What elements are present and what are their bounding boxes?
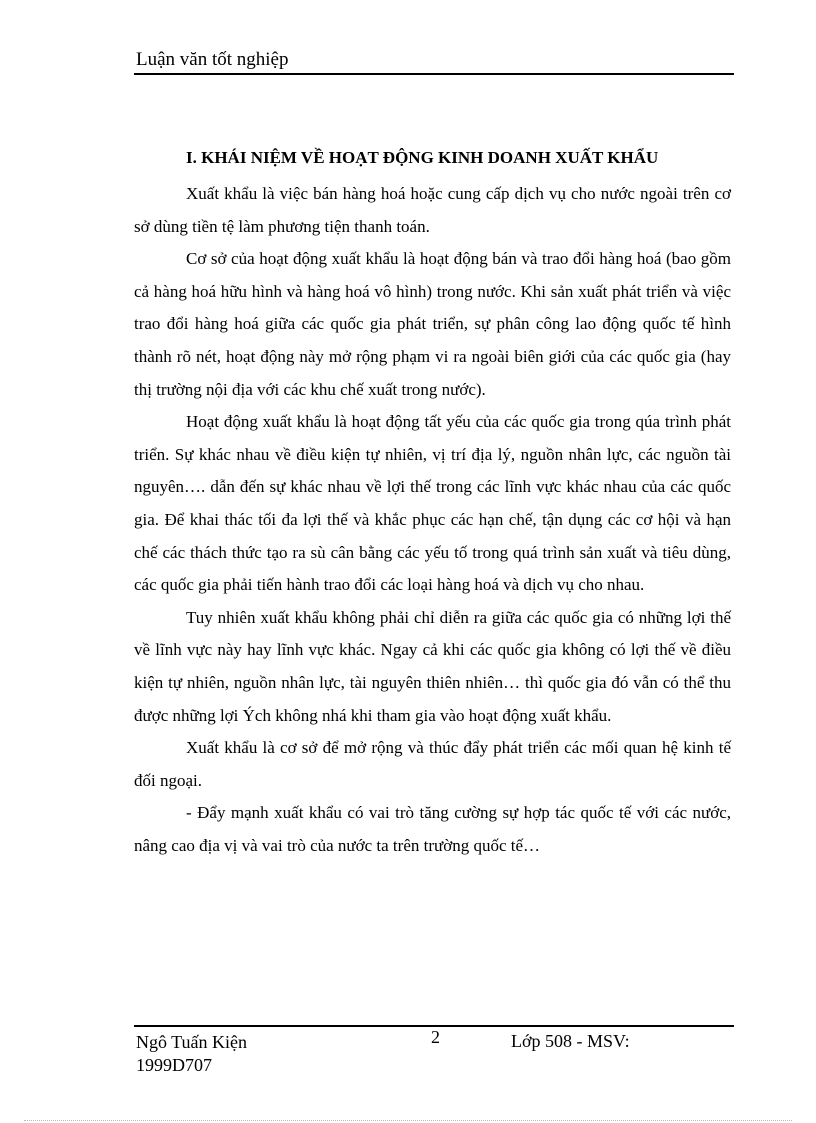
paragraph: Hoạt động xuất khẩu là hoạt động tất yếu của các quốc gia trong qúa trình phát triển. Sự khác nhau về điều kiện tự nhiên, vị trí địa lý, nguồn nhân lực, các nguồn tài nguyên…. dẫn đến sự khác nhau về lợi thế trong các lĩnh vực khác nhau của các quốc gia. Để khai thác tối đa lợi thế và khắc phục các hạn chế, tận dụng các cơ hội và hạn chế các thách thức tạo ra sù cân bằng các yếu tố trong quá trình sản xuất và tiêu dùng, các quốc gia phải tiến hành trao đổi các loại hàng hoá và dịch vụ cho nhau. <box>134 412 731 595</box>
paragraph: Tuy nhiên xuất khẩu không phải chỉ diễn ra giữa các quốc gia có những lợi thế về lĩnh vực này hay lĩnh vực khác. Ngay cả khi các quốc gia không có lợi thế về điều kiện tự nhiên, nguồn nhân lực, tài nguyên thiên nhiên… thì quốc gia đó vẫn có thể thu được những lợi Ých không nhá khi tham gia vào hoạt động xuất khẩu. <box>134 607 731 725</box>
footer-student-id: 1999D707 <box>136 1055 212 1075</box>
paragraph: - Đẩy mạnh xuất khẩu có vai trò tăng cường sự hợp tác quốc tế với các nước, nâng cao địa vị và vai trò của nước ta trên trường quốc tế… <box>134 803 731 855</box>
paragraph: Cơ sở của hoạt động xuất khẩu là hoạt động bán và trao đổi hàng hoá (bao gồm cả hàng hoá hữu hình và hàng hoá vô hình) trong nước. Khi sản xuất phát triển và việc trao đổi hàng hoá giữa các quốc gia phát triển, sự phân công lao động quốc tế hình thành rõ nét, hoạt động này mở rộng phạm vi ra ngoài biên giới của các quốc gia (hay thị trường nội địa với các khu chế xuất trong nước). <box>134 249 731 399</box>
paragraph: Xuất khẩu là cơ sở để mở rộng và thúc đẩy phát triển các mối quan hệ kinh tế đối ngoại. <box>134 738 731 790</box>
footer-class-info: Lớp 508 - MSV: <box>511 1031 630 1051</box>
page-header-title: Luận văn tốt nghiệp <box>136 49 289 70</box>
footer-author-name: Ngô Tuấn Kiện <box>136 1032 248 1052</box>
document-body <box>134 178 731 862</box>
header-rule <box>134 73 734 75</box>
page-bottom-border <box>24 1120 792 1121</box>
footer-author <box>136 1031 247 1077</box>
paragraph: Xuất khẩu là việc bán hàng hoá hoặc cung cấp dịch vụ cho nước ngoài trên cơ sở dùng tiền tệ làm phương tiện thanh toán. <box>134 184 731 236</box>
page-number: 2 <box>431 1027 440 1047</box>
section-heading: I. KHÁI NIỆM VỀ HOẠT ĐỘNG KINH DOANH XUẤT KHẨU <box>186 148 659 167</box>
